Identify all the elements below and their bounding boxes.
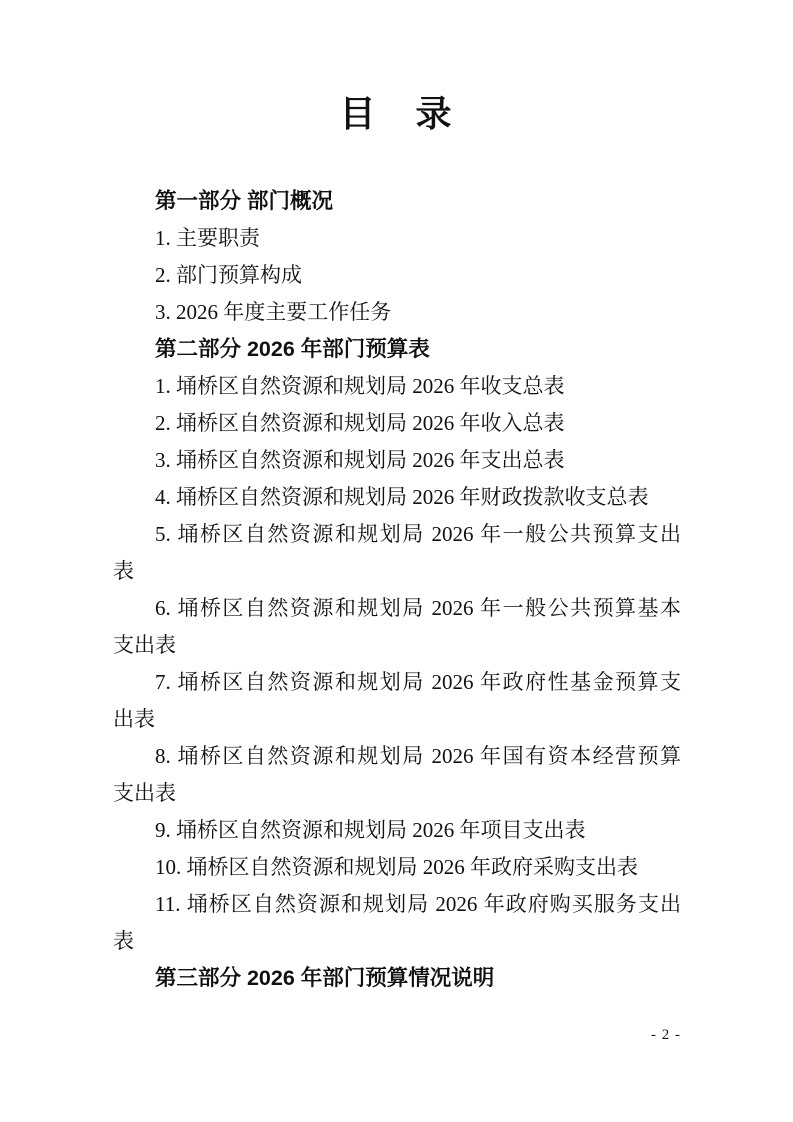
- toc-entry: [113, 368, 681, 405]
- toc-section-part2: [113, 331, 681, 368]
- toc-entry-text: 11. 埇桥区自然资源和规划局 2026 年政府购买服务支出: [155, 892, 681, 916]
- page-number: - 2 -: [651, 1027, 681, 1043]
- toc-entry-text-continued: 支出表: [113, 781, 176, 805]
- toc-entry-text: 10. 埇桥区自然资源和规划局 2026 年政府采购支出表: [155, 855, 638, 879]
- toc-entry: [113, 516, 681, 590]
- toc-entry: [113, 590, 681, 664]
- toc-entry-text: 2. 部门预算构成: [155, 263, 302, 287]
- toc-entry-text-continued: 支出表: [113, 633, 176, 657]
- toc-entry-text: 4. 埇桥区自然资源和规划局 2026 年财政拨款收支总表: [155, 485, 649, 509]
- toc-entry-text: 3. 2026 年度主要工作任务: [155, 300, 392, 324]
- toc-entry-text: 6. 埇桥区自然资源和规划局 2026 年一般公共预算基本: [155, 596, 681, 620]
- toc-entry: [113, 442, 681, 479]
- toc-entry: [113, 849, 681, 886]
- toc-entry-text: 5. 埇桥区自然资源和规划局 2026 年一般公共预算支出: [155, 522, 681, 546]
- toc-entry-text: 1. 埇桥区自然资源和规划局 2026 年收支总表: [155, 374, 565, 398]
- toc-entry: [113, 886, 681, 960]
- toc-section-part3: [113, 960, 681, 997]
- toc-entry: [113, 257, 681, 294]
- toc-entry-text: 2. 埇桥区自然资源和规划局 2026 年收入总表: [155, 411, 565, 435]
- toc-entry: [113, 405, 681, 442]
- toc-section-label: 第一部分 部门概况: [155, 189, 333, 213]
- toc-entry-text-continued: 出表: [113, 707, 155, 731]
- toc-section-label: 第二部分 2026 年部门预算表: [155, 337, 430, 361]
- toc-entry-text-continued: 表: [113, 929, 134, 953]
- toc-entry: [113, 220, 681, 257]
- document-title: 目 录: [339, 93, 454, 134]
- toc-entry: [113, 738, 681, 812]
- toc-entry: [113, 812, 681, 849]
- toc-section-part1: [113, 183, 681, 220]
- toc-entry: [113, 664, 681, 738]
- toc-entry-text: 9. 埇桥区自然资源和规划局 2026 年项目支出表: [155, 818, 586, 842]
- toc-entry: [113, 479, 681, 516]
- toc-entry-text: 8. 埇桥区自然资源和规划局 2026 年国有资本经营预算: [155, 744, 681, 768]
- toc-entry: [113, 294, 681, 331]
- toc-entry-text: 7. 埇桥区自然资源和规划局 2026 年政府性基金预算支: [155, 670, 681, 694]
- toc-entry-text-continued: 表: [113, 559, 134, 583]
- table-of-contents: [113, 183, 681, 997]
- toc-entry-text: 1. 主要职责: [155, 226, 260, 250]
- toc-section-label: 第三部分 2026 年部门预算情况说明: [155, 966, 495, 990]
- toc-entry-text: 3. 埇桥区自然资源和规划局 2026 年支出总表: [155, 448, 565, 472]
